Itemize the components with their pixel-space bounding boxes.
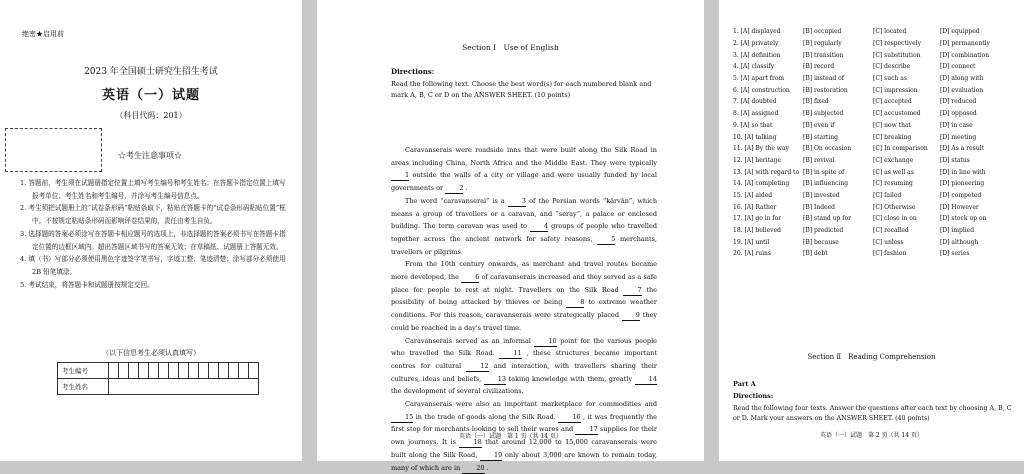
id-digit-cell[interactable] <box>109 363 119 379</box>
option-row <box>733 49 1023 61</box>
option-row <box>733 61 1023 73</box>
option-choice: [D] series <box>940 250 970 258</box>
option-choice: [C] impression <box>873 86 918 94</box>
blank-8: 8 <box>566 298 584 308</box>
option-row <box>733 108 1023 120</box>
option-choice: [B] Indeed <box>803 203 836 211</box>
blank-6: 6 <box>461 273 479 283</box>
option-choice: 15. [A] aided <box>733 191 773 199</box>
option-row <box>733 96 1023 108</box>
barcode-sticker-box <box>5 128 102 172</box>
id-digit-cell[interactable] <box>149 363 159 379</box>
option-row <box>733 38 1023 50</box>
option-choice: [B] occupied <box>803 28 842 36</box>
option-choice: 17. [A] go in for <box>733 215 782 223</box>
id-digit-cell[interactable] <box>199 363 209 379</box>
passage-paragraph: Caravanserais were also an important marketplace for commodities and 15 in the trade of goods along the Silk Road. 16 , it was frequently the first stop for merchants looking to sell their wares and 17 supplies for their own journeys. It is 18 that around 12,000 to 15,000 caravanserais were built along the Silk Road, 19 only about 3,000 are known to remain today, many of which are in 20 . <box>391 400 657 472</box>
option-choice: 7. [A] doubted <box>733 98 777 106</box>
option-choice: [C] substitution <box>873 51 921 59</box>
fill-note: （以下信息考生必须认真填写） <box>102 349 200 357</box>
option-choice: 5. [A] apart from <box>733 75 785 83</box>
blank-4: 4 <box>530 222 548 232</box>
candidate-name-label: 考生姓名 <box>58 379 109 395</box>
id-digit-cell[interactable] <box>189 363 199 379</box>
option-choice: [D] meeting <box>940 133 977 141</box>
option-choice: [B] revival <box>803 156 835 164</box>
option-choice: 4. [A] classify <box>733 63 775 71</box>
passage-paragraph: The word “caravanserai” is a 3 of the Persian words “kārvān”, which means a group of travellers or a caravan, and “seray”, a palace or enclosed building. The term caravan was used to 4 groups of people who travelled together across the ancient network for safety reasons, 5 merchants, travellers or pilgrims. <box>391 196 658 256</box>
option-choice: [C] unless <box>873 238 904 246</box>
option-choice: [C] Otherwise <box>873 203 916 211</box>
blank-13: 13 <box>484 375 506 385</box>
option-choice: [D] along with <box>940 75 984 83</box>
option-choice: 11. [A] By the way <box>733 145 789 153</box>
blank-11: 11 <box>499 349 521 359</box>
option-choice: 18. [A] believed <box>733 227 781 235</box>
option-choice: [B] subjected <box>803 110 844 118</box>
candidate-number-row <box>58 363 259 379</box>
option-choice: [C] recalled <box>873 227 909 235</box>
passage-paragraph: Caravanserais served as an informal 10 point for the various people who travelled the Silk Road. 11 , these structures became important centres for cultural 12 and interaction, with travellers sharing their cultures, ideas and beliefs, 13 taking knowledge with them, greatly 14 the development of several civilizations. <box>391 336 657 396</box>
option-choice: [D] in line with <box>940 168 986 176</box>
directions-label: Directions: <box>391 67 435 76</box>
option-choice: [D] pioneering <box>940 180 985 188</box>
passage-paragraph: From the 10th century onwards, as merchant and travel routes became more developed, the 6 of caravanserais increased and they served as a safe place for people to rest at night. Travellers on the Silk Road 7 the possibility of being attacked by thieves or being 8 to extreme weather conditions. For this reason, caravanserais were strategically placed 9 they could be reached in a day's travel time. <box>391 260 658 332</box>
id-digit-cell[interactable] <box>239 363 249 379</box>
option-choice: [C] located <box>873 28 907 36</box>
option-choice: [C] fashion <box>873 250 907 258</box>
option-choice: [C] accepted <box>873 98 912 106</box>
option-choice: [B] influencing <box>803 180 849 188</box>
option-choice: 20. [A] ruins <box>733 250 771 258</box>
option-choice: [C] In comparison <box>873 145 928 153</box>
blank-16: 16 <box>558 413 580 423</box>
option-choice: [B] because <box>803 238 839 246</box>
option-choice: 16. [A] Rather <box>733 203 777 211</box>
rule-item: 2. 考生须把试题册上的“试卷条形码”粘贴条取下，粘贴在答题卡的“试卷条形码粘贴位置”框中。不按规定粘贴条形码而影响评卷结果的，责任由考生自负。 <box>20 204 286 226</box>
option-choice: [D] equipped <box>940 28 980 36</box>
blank-7: 7 <box>623 286 641 296</box>
option-row <box>733 225 1023 237</box>
option-choice: [C] resuming <box>873 180 913 188</box>
confidential-mark: 绝密★启用前 <box>22 30 64 38</box>
page-footer: 英语（一）试题 第 2 页（共 14 页） <box>819 432 924 439</box>
option-row <box>733 143 1023 155</box>
option-choice: [C] respectively <box>873 40 922 48</box>
option-choice: [B] transition <box>803 51 844 59</box>
option-choice: [C] as well as <box>873 168 914 176</box>
rule-item: 1. 答题前，考生须在试题册指定位置上填写考生编号和考生姓名；在答题卡指定位置上填写报考单位、考生姓名和考生编号，并涂写考生编号信息点。 <box>20 179 286 200</box>
option-choice: 2. [A] privately <box>733 40 779 48</box>
id-digit-cell[interactable] <box>129 363 139 379</box>
option-choice: [B] starting <box>803 133 838 141</box>
option-choice: [B] fixed <box>803 98 829 106</box>
option-choice: [C] describe <box>873 63 911 71</box>
blank-3: 3 <box>508 197 526 207</box>
option-choice: [B] record <box>803 63 835 71</box>
id-digit-cell[interactable] <box>139 363 149 379</box>
rule-item: 4. 填（书）写部分必须使用黑色字迹签字笔书写，字迹工整、笔迹清楚；涂写部分必须使用 2B 铅笔填涂。 <box>20 255 286 276</box>
option-choice: [B] invested <box>803 191 840 199</box>
passage-paragraph: Caravanserais were roadside inns that were built along the Silk Road in areas including China, North Africa and the Middle East. They were typically 1 outside the walls of a city or village and were usually funded by local governments or 2 . <box>391 146 657 193</box>
candidate-name-row <box>58 379 259 395</box>
option-choice: 13. [A] with regard to <box>733 168 800 176</box>
page-use-of-english <box>317 0 704 472</box>
paper-code: （科目代码：201） <box>115 111 187 120</box>
option-row <box>733 213 1023 225</box>
blank-15: 15 <box>391 413 413 423</box>
paper-title: 英语（一）试题 <box>101 88 200 103</box>
option-choice: [D] stock up on <box>940 215 987 223</box>
option-choice: [D] permanently <box>940 40 990 48</box>
directions-text: Read the following text. Choose the best word(s) for each numbered blank and mark A, B, C or D on the ANSWER SHEET. (10 points) <box>391 80 652 99</box>
cloze-passage <box>391 144 657 474</box>
blank-18: 18 <box>459 438 481 448</box>
option-row <box>733 201 1023 213</box>
candidate-info-table <box>57 362 259 395</box>
option-choice: [D] reduced <box>940 98 977 106</box>
blank-17: 17 <box>575 425 597 435</box>
page-cover <box>0 0 302 461</box>
part-label: Part A <box>733 380 756 388</box>
rule-item: 3. 选择题的答案必须涂写在答题卡相应题号的选项上，非选择题的答案必须书写在答题卡指定位置的边框区域内。超出答题区域书写的答案无效；在草稿纸、试题册上答题无效。 <box>20 229 286 251</box>
option-choice: [D] status <box>940 156 970 164</box>
id-digit-cell[interactable] <box>179 363 189 379</box>
option-choice: 12. [A] heritage <box>733 156 781 164</box>
option-row <box>733 248 1023 260</box>
option-choice: [D] implied <box>940 227 975 235</box>
option-choice: [C] such as <box>873 75 907 83</box>
id-digit-cell[interactable] <box>249 363 259 379</box>
option-row <box>733 73 1023 85</box>
page-options <box>719 0 1024 461</box>
option-choice: [C] now that <box>873 121 911 129</box>
id-digit-cell[interactable] <box>229 363 239 379</box>
option-choice: [B] restoration <box>803 86 848 94</box>
blank-9: 9 <box>622 311 640 321</box>
blank-10: 10 <box>534 337 556 347</box>
option-choice: [B] even if <box>803 121 835 129</box>
rules-list <box>20 177 292 291</box>
option-choice: [C] close in on <box>873 215 917 223</box>
option-choice: [C] accustomed <box>873 110 921 118</box>
id-digit-cell[interactable] <box>169 363 179 379</box>
option-choice: 1. [A] displayed <box>733 28 781 36</box>
id-digit-cell[interactable] <box>209 363 219 379</box>
option-row <box>733 155 1023 167</box>
option-choice: [D] evaluation <box>940 86 984 94</box>
option-choice: [D] in case <box>940 121 973 129</box>
option-row <box>733 26 1023 38</box>
blank-20: 20 <box>462 464 484 474</box>
blank-12: 12 <box>466 362 488 372</box>
option-choice: [B] stand up for <box>803 215 851 223</box>
option-row <box>733 131 1023 143</box>
option-choice: [B] predicted <box>803 227 844 235</box>
blank-5: 5 <box>597 235 615 245</box>
option-choice: [D] competed <box>940 191 982 199</box>
directions-label: Directions: <box>733 392 774 400</box>
candidate-name-field[interactable] <box>109 379 259 395</box>
option-choice: [B] On occasion <box>803 145 852 153</box>
option-choice: [B] debt <box>803 250 828 258</box>
option-choice: [D] However <box>940 203 979 211</box>
section-title: Section Ⅰ Use of English <box>462 43 559 52</box>
option-row <box>733 120 1023 132</box>
option-row <box>733 178 1023 190</box>
option-choice: [B] instead of <box>803 75 844 83</box>
rule-item: 5. 考试结束，将答题卡和试题册按规定交回。 <box>20 280 154 289</box>
option-choice: 10. [A] talking <box>733 133 777 141</box>
blank-19: 19 <box>480 451 502 461</box>
option-choice: [B] regularly <box>803 40 842 48</box>
option-row <box>733 190 1023 202</box>
notice-title: ☆考生注意事项☆ <box>118 151 182 160</box>
option-choice: 14. [A] completing <box>733 180 790 188</box>
option-choice: 6. [A] construction <box>733 86 790 94</box>
candidate-number-label: 考生编号 <box>58 363 109 379</box>
option-choice: 8. [A] assigned <box>733 110 779 118</box>
blank-14: 14 <box>635 375 657 385</box>
option-choice: 9. [A] so that <box>733 121 773 129</box>
exam-title: 2023 年全国硕士研究生招生考试 <box>84 67 218 77</box>
page-footer: 英语（一）试题 第 1 页（共 14 页） <box>458 433 563 440</box>
option-choice: [B] in spite of <box>803 168 845 176</box>
option-row <box>733 84 1023 96</box>
option-choice: [D] although <box>940 238 979 246</box>
blank-2: 2 <box>445 184 463 194</box>
id-digit-cell[interactable] <box>219 363 229 379</box>
option-choice: [D] connect <box>940 63 976 71</box>
option-choice: [C] failed <box>873 191 902 199</box>
options-table <box>733 26 1023 260</box>
section-title: Section Ⅱ Reading Comprehension <box>807 353 936 361</box>
id-digit-cell[interactable] <box>159 363 169 379</box>
option-choice: [C] breaking <box>873 133 912 141</box>
option-row <box>733 166 1023 178</box>
id-digit-cell[interactable] <box>119 363 129 379</box>
option-choice: [D] combination <box>940 51 990 59</box>
option-choice: 3. [A] definition <box>733 51 781 59</box>
option-choice: [C] exchange <box>873 156 914 164</box>
option-choice: [D] As a result <box>940 145 984 153</box>
option-choice: [D] opposed <box>940 110 977 118</box>
blank-1: 1 <box>391 171 409 181</box>
directions-text: Read the following four texts. Answer the questions after each text by choosing A, B, C or D. Mark your answers on the ANSWER SHEET. (40 points) <box>733 405 1012 422</box>
option-row <box>733 236 1023 248</box>
option-choice: 19. [A] until <box>733 238 770 246</box>
